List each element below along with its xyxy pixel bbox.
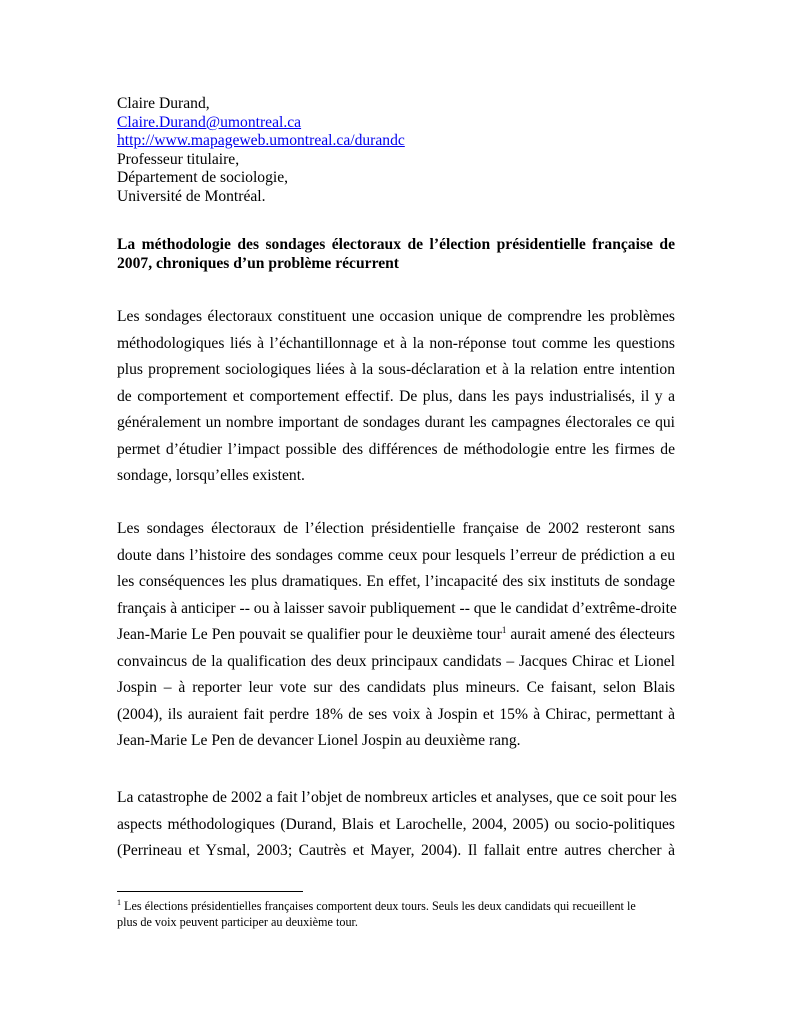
article-title-line-2: 2007, chroniques d’un problème récurrent [117,255,399,272]
paragraph-line: méthodologiques liés à l’échantillonnage et à la non-réponse tout comme les questions [117,334,675,352]
paragraph-line: généralement un nombre important de sondages durant les campagnes électorales ce qui [117,414,675,431]
author-name: Claire Durand, [117,95,210,112]
paragraph-line: sondage, lorsqu’elles existent. [117,467,305,484]
author-department: Département de sociologie, [117,169,289,186]
footnote-marker: 1 [117,897,121,907]
paragraph-line-segment: Jean-Marie Le Pen pouvait se qualifier pour le deuxième tour [117,626,502,643]
footnote-line-1 [117,899,677,915]
author-block [117,95,677,206]
paragraph-1 [117,304,675,490]
paragraph-line: les conséquences les plus dramatiques. En effet, l’incapacité des six instituts de sondage [117,573,675,590]
paragraph-3 [117,785,675,865]
author-email-line [117,114,677,133]
paragraph-line: convaincus de la qualification des deux principaux candidats – Jacques Chirac et Lionel [117,652,675,670]
paragraph-line: (Perrineau et Ysmal, 2003; Cautrès et Mayer, 2004). Il fallait entre autres chercher à [117,842,675,859]
paragraph-line: plus proprement sociologiques liées à la sous-déclaration et à la relation entre intention [117,361,675,378]
paragraph-line: (2004), ils auraient fait perdre 18% de ses voix à Jospin et 15% à Chirac, permettant à [117,705,675,723]
paragraph-2 [117,516,675,755]
footnote-text: Les élections présidentielles françaises comportent deux tours. Seuls les deux candidats qui recueillent le [121,899,636,913]
author-position: Professeur titulaire, [117,150,240,168]
article-title-line-1: La méthodologie des sondages électoraux de l’élection présidentielle française de [117,236,675,253]
paragraph-line: Les sondages électoraux de l’élection présidentielle française de 2002 resteront sans [117,520,675,537]
paragraph-line: de comportement et comportement effectif. De plus, dans les pays industrialisés, il y a [117,387,675,405]
footnote-separator [117,891,303,892]
paragraph-line: Jospin – à reporter leur vote sur des candidats plus mineurs. Ce faisant, selon Blais [117,679,675,696]
paragraph-line: français à anticiper -- ou à laisser savoir publiquement -- que le candidat d’extrême-droite [117,599,677,617]
author-website-line [117,132,677,151]
author-email-link[interactable]: Claire.Durand@umontreal.ca [117,113,302,131]
author-website-link[interactable]: http://www.mapageweb.umontreal.ca/durandc [117,132,405,149]
footnote [117,899,677,930]
paragraph-line: Jean-Marie Le Pen de devancer Lionel Jospin au deuxième rang. [117,732,521,749]
paragraph-line: Les sondages électoraux constituent une occasion unique de comprendre les problèmes [117,308,675,325]
paragraph-line-with-footnote [117,622,675,649]
paragraph-line: aspects méthodologiques (Durand, Blais et Larochelle, 2004, 2005) ou socio-politiques [117,815,675,833]
paragraph-line: La catastrophe de 2002 a fait l’objet de nombreux articles et analyses, que ce soit pour les [117,789,677,806]
paragraph-line: permet d’étudier l’impact possible des différences de méthodologie entre les firmes de [117,440,675,458]
footnote-line-2: plus de voix peuvent participer au deuxième tour. [117,914,358,929]
footnote-reference[interactable]: 1 [501,624,507,635]
paragraph-line: doute dans l’histoire des sondages comme ceux pour lesquels l’erreur de prédiction a eu [117,546,675,564]
article-title [117,235,675,273]
paragraph-line-segment: aurait amené des électeurs [506,626,675,643]
author-university: Université de Montréal. [117,187,266,205]
